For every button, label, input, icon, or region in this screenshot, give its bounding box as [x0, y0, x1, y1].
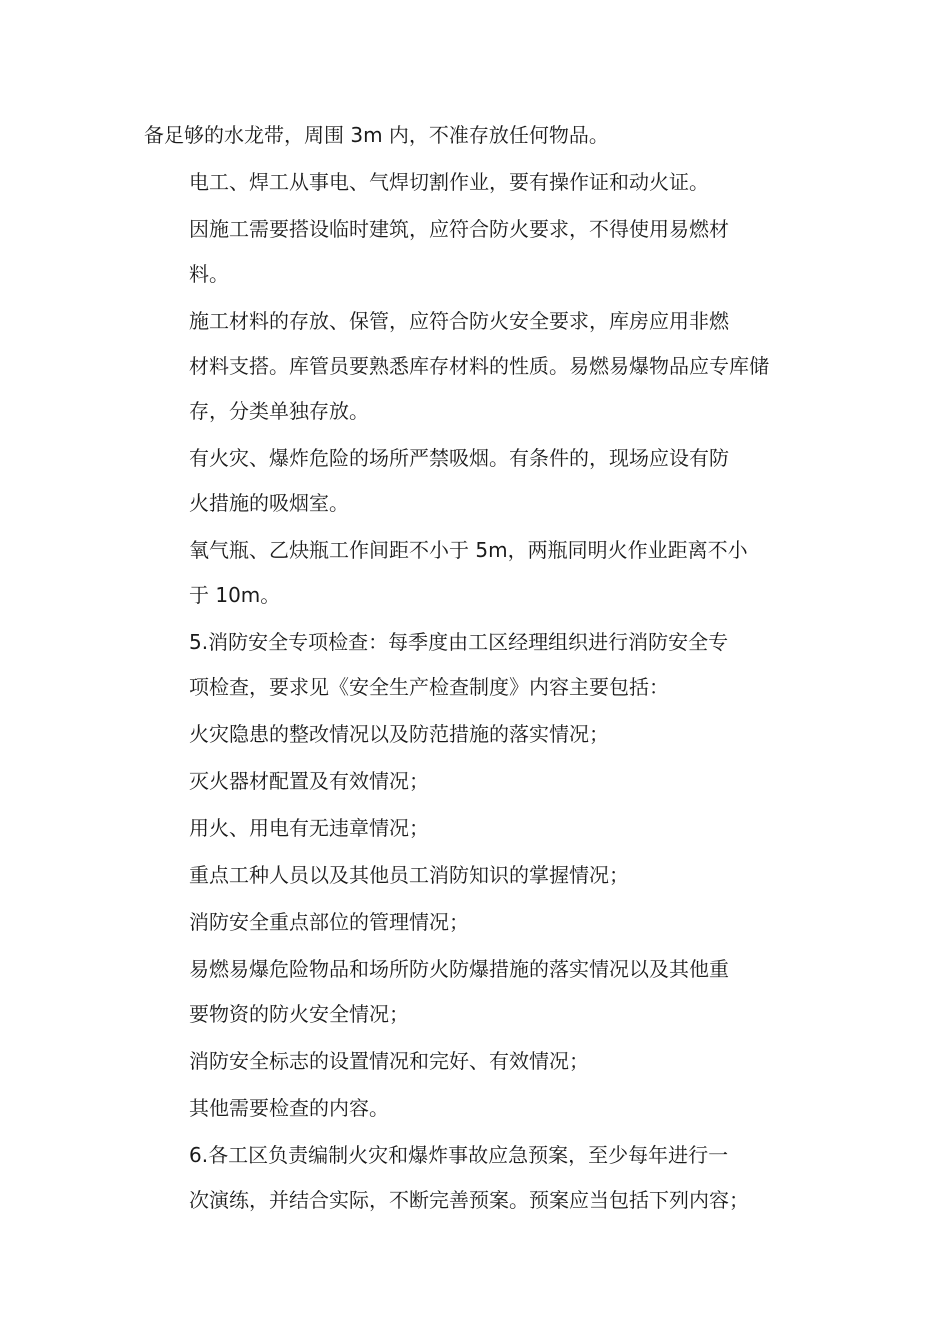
text-line: 消防安全重点部位的管理情况；: [189, 910, 469, 934]
text-line: 火措施的吸烟室。: [189, 491, 349, 515]
text-line: 灭火器材配置及有效情况；: [189, 769, 429, 793]
text-line: 火灾隐患的整改情况以及防范措施的落实情况；: [189, 722, 609, 746]
text-line: 材料支搭。库管员要熟悉库存材料的性质。易燃易爆物品应专库储: [189, 354, 769, 378]
paragraph: [144, 947, 808, 1037]
paragraph: [144, 207, 808, 297]
text-line: 于 10m。: [189, 583, 281, 607]
text-line: 电工、焊工从事电、气焊切割作业，要有操作证和动火证。: [189, 170, 709, 194]
paragraph: [144, 900, 808, 945]
text-line: 施工材料的存放、保管，应符合防火安全要求，库房应用非燃: [189, 309, 729, 333]
paragraph: [144, 853, 808, 898]
paragraph: [144, 436, 808, 526]
text-line: 用火、用电有无违章情况；: [189, 816, 429, 840]
text-line: 因施工需要搭设临时建筑，应符合防火要求，不得使用易燃材: [189, 217, 729, 241]
paragraph: [144, 806, 808, 851]
text-line: 有火灾、爆炸危险的场所严禁吸烟。有条件的，现场应设有防: [189, 446, 729, 470]
text-line: 要物资的防火安全情况；: [189, 1002, 409, 1026]
text-line: 次演练，并结合实际，不断完善预案。预案应当包括下列内容；: [189, 1188, 749, 1212]
document-body: [144, 113, 808, 1225]
paragraph: [144, 620, 808, 710]
paragraph: [144, 528, 808, 618]
text-line: 重点工种人员以及其他员工消防知识的掌握情况；: [189, 863, 629, 887]
text-line: 6.各工区负责编制火灾和爆炸事故应急预案，至少每年进行一: [189, 1143, 729, 1167]
text-line: 料。: [189, 262, 229, 286]
paragraph: [144, 1086, 808, 1131]
text-line: 消防安全标志的设置情况和完好、有效情况；: [189, 1049, 589, 1073]
paragraph: [144, 299, 808, 434]
paragraph: [144, 759, 808, 804]
paragraph: [144, 1133, 808, 1223]
text-line: 易燃易爆危险物品和场所防火防爆措施的落实情况以及其他重: [189, 957, 729, 981]
paragraph: [144, 1039, 808, 1084]
text-line: 5.消防安全专项检查：每季度由工区经理组织进行消防安全专: [189, 630, 729, 654]
text-line: 存，分类单独存放。: [189, 399, 369, 423]
paragraph: [144, 712, 808, 757]
text-line: 其他需要检查的内容。: [189, 1096, 389, 1120]
paragraph: [144, 160, 808, 205]
text-line: 氧气瓶、乙炔瓶工作间距不小于 5m，两瓶同明火作业距离不小: [189, 538, 748, 562]
text-line: 项检查，要求见《安全生产检查制度》内容主要包括：: [189, 675, 669, 699]
paragraph: [144, 113, 808, 158]
text-line: 备足够的水龙带，周围 3m 内，不准存放任何物品。: [144, 123, 609, 147]
